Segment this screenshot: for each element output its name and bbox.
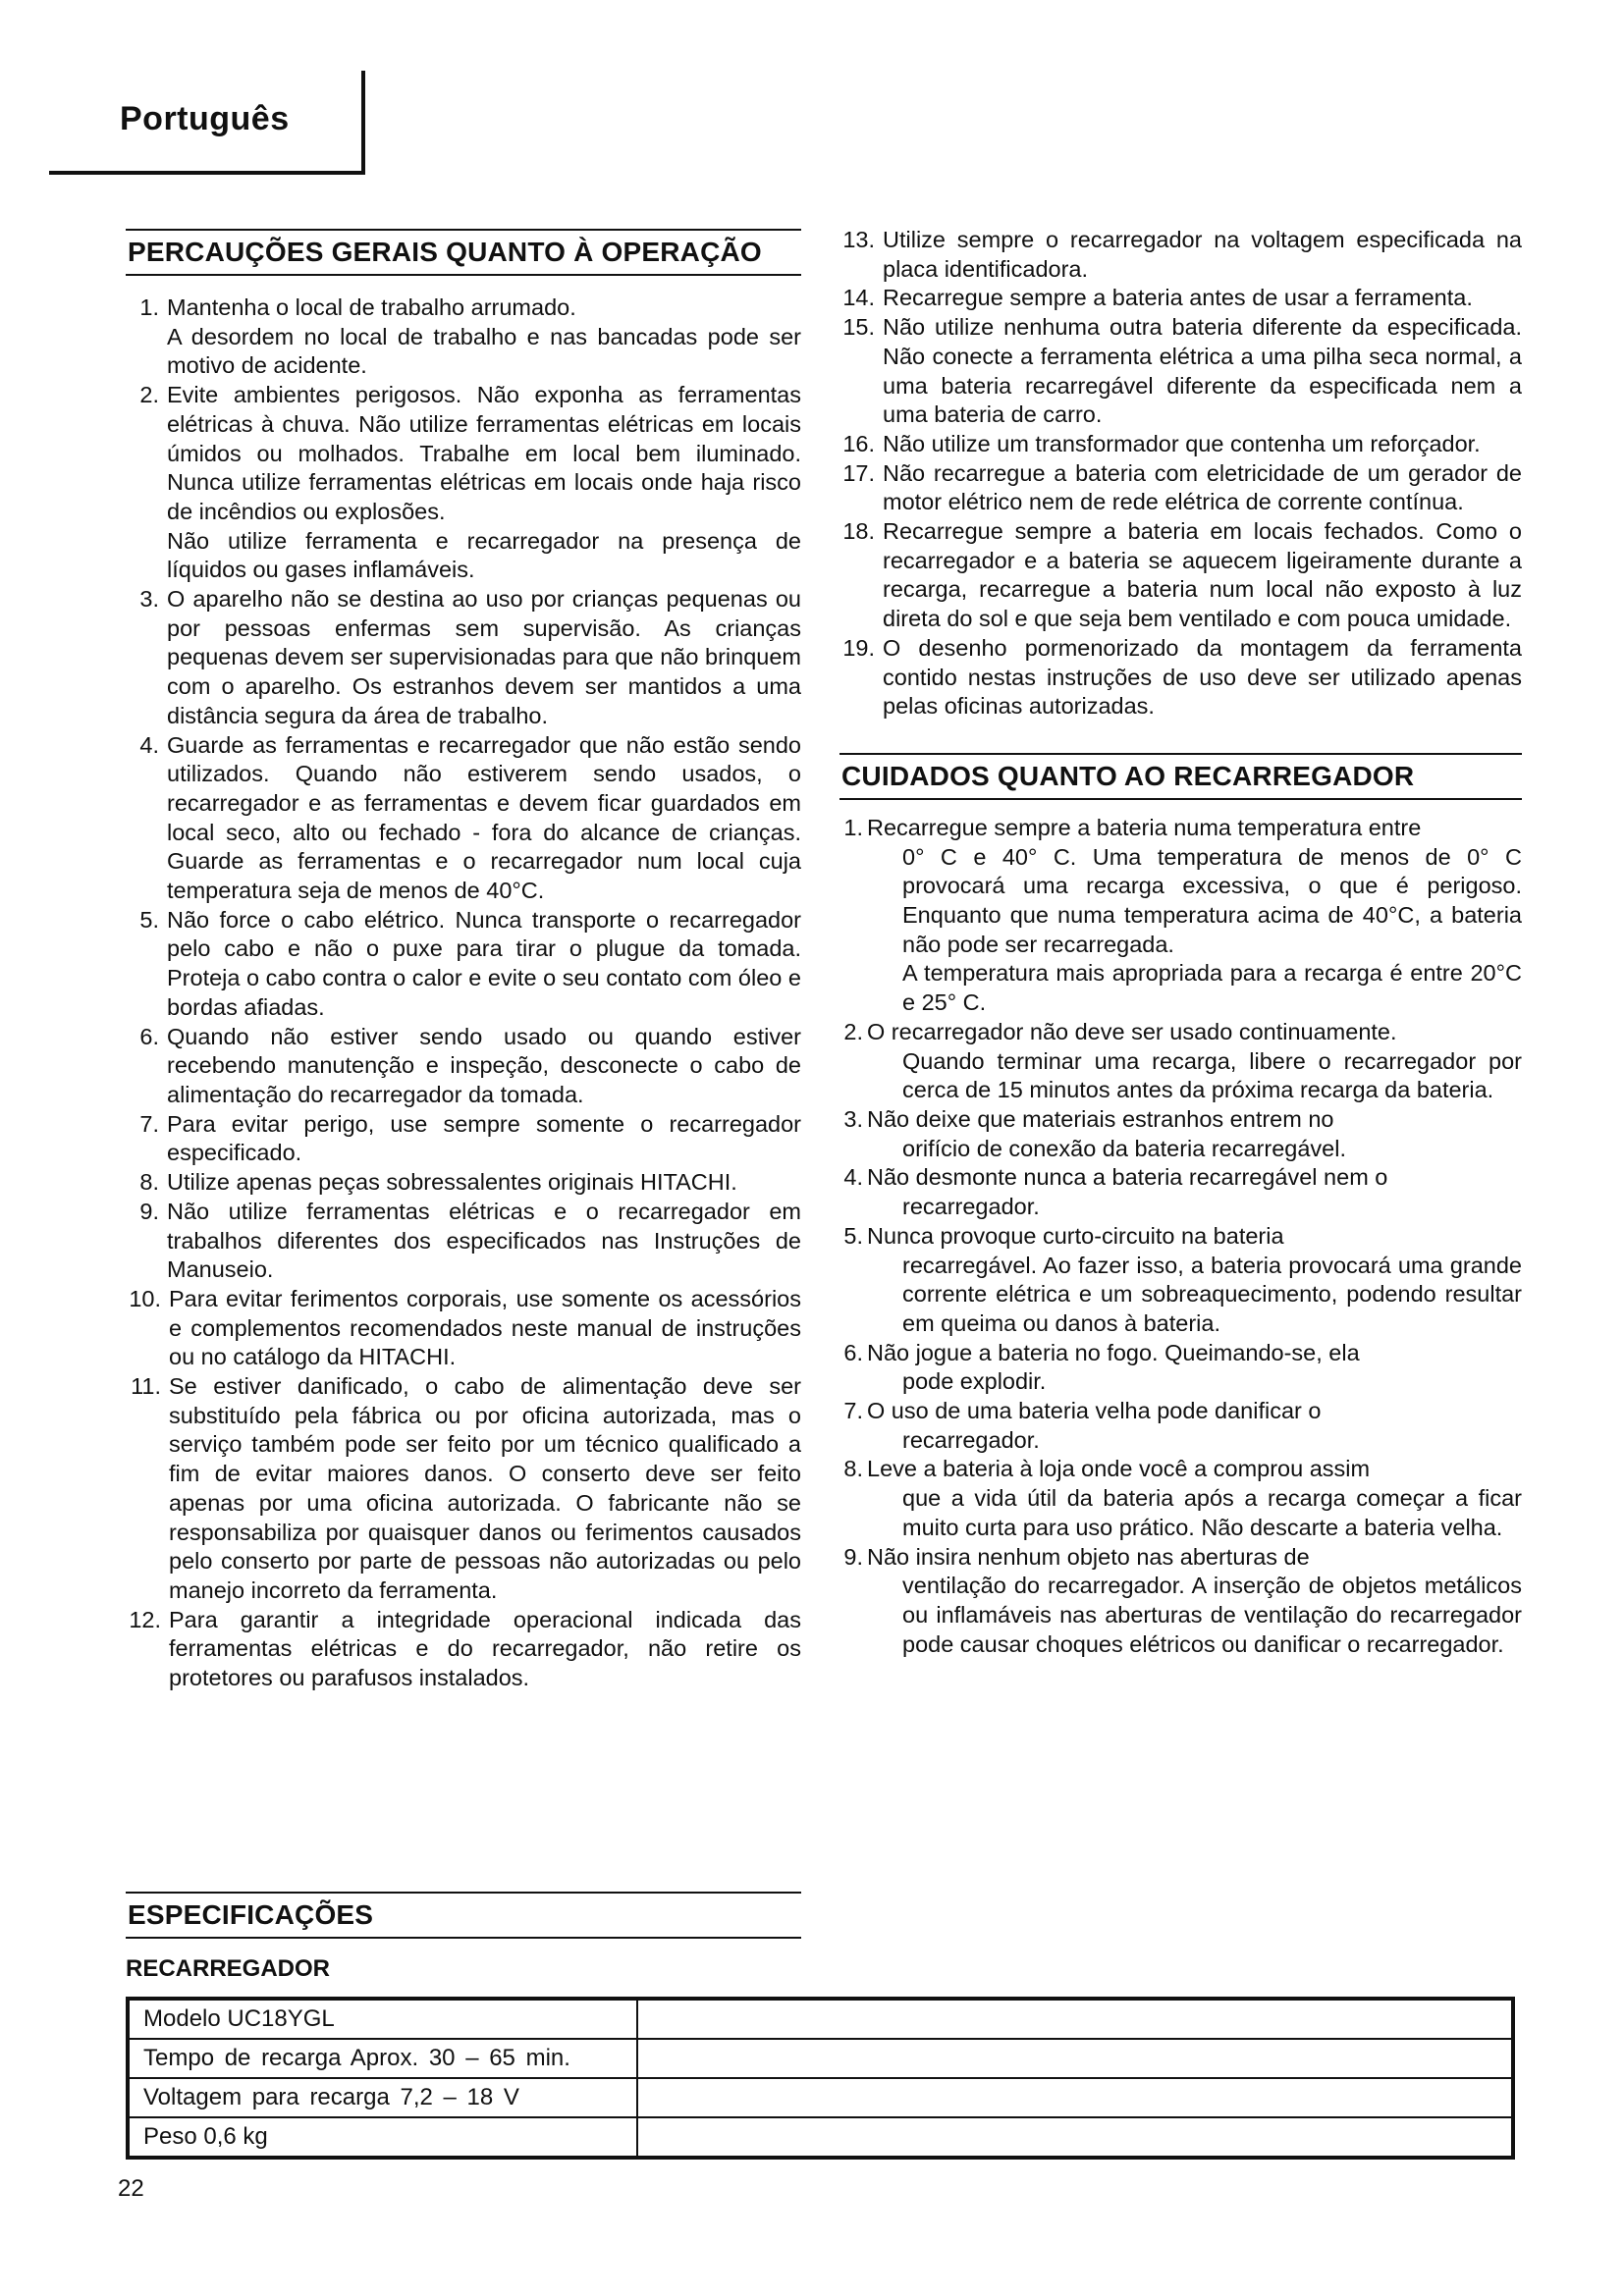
general-precautions-heading: PERCAUÇÕES GERAIS QUANTO À OPERAÇÃO bbox=[126, 229, 801, 276]
specifications-section bbox=[126, 1892, 801, 1939]
list-item: 6. Não jogue a bateria no fogo. Queimando-se, ela pode explodir. bbox=[843, 1339, 1360, 1395]
table-row bbox=[128, 1999, 1513, 2039]
right-column bbox=[839, 226, 1522, 1659]
list-item: 13. Utilize sempre o recarregador na voltagem especificada na placa identificadora. bbox=[842, 227, 1522, 282]
general-precautions-list-continued bbox=[839, 226, 1522, 721]
list-item: 6. Quando não estiver sendo usado ou quando estiver recebendo manutenção e inspeção, desconecte o cabo de alimentação do recarregador da tomada. bbox=[139, 1023, 801, 1107]
list-item: 12. Para garantir a integridade operacional indicada das ferramentas elétricas e do recarregador, não retire os protetores ou parafusos instalados. bbox=[129, 1606, 801, 1691]
list-item: 1. Mantenha o local de trabalho arrumado. A desordem no local de trabalho e nas bancadas pode ser motivo de acidente. bbox=[139, 294, 801, 379]
language-tab bbox=[49, 71, 365, 175]
list-item: 14. Recarregue sempre a bateria antes de usar a ferramenta. bbox=[842, 285, 1473, 311]
general-precautions-list bbox=[126, 294, 801, 1693]
list-item: 2. Evite ambientes perigosos. Não exponha as ferramentas elétricas à chuva. Não utilize ferramentas elétricas em locais úmidos ou molhados. Trabalhe em local bem iluminado. Nunca utilize ferramentas elétricas em locais onde haja risco de incêndios ou explosões. Não utilize ferramenta e recarregador na presença de líquidos ou gases inflamáveis. bbox=[139, 382, 801, 583]
list-item: 10. Para evitar ferimentos corporais, use somente os acessórios e complementos recomendados neste manual de instruções ou no catálogo da HITACHI. bbox=[129, 1285, 801, 1370]
list-item: 17. Não recarregue a bateria com eletricidade de um gerador de motor elétrico nem de rede elétrica de corrente contínua. bbox=[842, 459, 1522, 515]
list-item: 9. Não insira nenhum objeto nas aberturas de ventilação do recarregador. A inserção de objetos metálicos ou inflamáveis nas aberturas de ventilação do recarregador pode causar choques elétricos ou danificar o recarregador. bbox=[843, 1543, 1522, 1657]
list-item: 8. Utilize apenas peças sobressalentes originais HITACHI. bbox=[139, 1169, 737, 1196]
table-cell: Peso 0,6 kg bbox=[128, 2117, 637, 2158]
list-item: 7. O uso de uma bateria velha pode danificar o recarregador. bbox=[843, 1398, 1322, 1453]
table-cell bbox=[637, 2078, 1513, 2117]
language-label: Português bbox=[120, 100, 290, 137]
list-item: 7. Para evitar perigo, use sempre somente o recarregador especificado. bbox=[139, 1110, 801, 1166]
list-item: 19. O desenho pormenorizado da montagem da ferramenta contido nestas instruções de uso deve ser utilizado apenas pelas oficinas autorizadas. bbox=[842, 634, 1522, 720]
table-cell: Modelo UC18YGL bbox=[128, 1999, 637, 2039]
list-item: 16. Não utilize um transformador que contenha um reforçador. bbox=[842, 430, 1481, 456]
charger-care-heading: CUIDADOS QUANTO AO RECARREGADOR bbox=[839, 753, 1522, 800]
list-item: 18. Recarregue sempre a bateria em locais fechados. Como o recarregador e a bateria se aquecem ligeiramente durante a recarga, recarregue a bateria num local não exposto à luz direta do sol e que seja bem ventilado e com pouca umidade. bbox=[842, 518, 1522, 632]
charger-care-list bbox=[839, 814, 1522, 1659]
table-cell: Tempo de recarga Aprox. 30 – 65 min. bbox=[128, 2039, 637, 2078]
table-cell: Voltagem para recarga 7,2 – 18 V bbox=[128, 2078, 637, 2117]
list-item: 1. Recarregue sempre a bateria numa temperatura entre 0° C e 40° C. Uma temperatura de menos de 0° C provocará uma recarga excessiva, o que é perigoso. Enquanto que numa temperatura acima de 40°C, a bateria não pode ser recarregada. A temperatura mais apropriada para a recarga é entre 20°C e 25° C. bbox=[843, 814, 1522, 1016]
charger-subheading: RECARREGADOR bbox=[126, 1955, 331, 1982]
table-cell bbox=[637, 2117, 1513, 2158]
table-cell bbox=[637, 2039, 1513, 2078]
table-cell bbox=[637, 1999, 1513, 2039]
list-item: 5. Não force o cabo elétrico. Nunca transporte o recarregador pelo cabo e não o puxe para tirar o plugue da tomada. Proteja o cabo contra o calor e evite o seu contato com óleo e bordas afiadas. bbox=[139, 906, 801, 1020]
list-item: 3. Não deixe que materiais estranhos entrem no orifício de conexão da bateria recarregável. bbox=[843, 1105, 1346, 1161]
list-item: 15. Não utilize nenhuma outra bateria diferente da especificada. Não conecte a ferramenta elétrica a uma pilha seca normal, a uma bateria recarregável diferente da especificada nem a uma bateria de carro. bbox=[842, 314, 1522, 428]
list-item: 8. Leve a bateria à loja onde você a comprou assim que a vida útil da bateria após a recarga começar a ficar muito curta para uso prático. Não descarte a bateria velha. bbox=[843, 1456, 1522, 1540]
table-row bbox=[128, 2039, 1513, 2078]
list-item: 4. Não desmonte nunca a bateria recarregável nem o recarregador. bbox=[843, 1164, 1388, 1220]
list-item: 5. Nunca provoque curto-circuito na bateria recarregável. Ao fazer isso, a bateria provocará uma grande corrente elétrica e um sobreaquecimento, podendo resultar em queima ou danos à bateria. bbox=[843, 1222, 1522, 1336]
list-item: 9. Não utilize ferramentas elétricas e o recarregador em trabalhos diferentes dos especificados nas Instruções de Manuseio. bbox=[139, 1198, 801, 1283]
left-column bbox=[126, 229, 801, 1693]
specifications-table bbox=[126, 1997, 1515, 2160]
specifications-heading: ESPECIFICAÇÕES bbox=[126, 1892, 801, 1939]
table-row bbox=[128, 2117, 1513, 2158]
list-item: 2. O recarregador não deve ser usado continuamente. Quando terminar uma recarga, libere o recarregador por cerca de 15 minutos antes da próxima recarga da bateria. bbox=[843, 1018, 1522, 1103]
list-item: 4. Guarde as ferramentas e recarregador que não estão sendo utilizados. Quando não estiverem sendo usados, o recarregador e as ferramentas e devem ficar guardados em local seco, alto ou fechado - fora do alcance de crianças. Guarde as ferramentas e o recarregador num local cuja temperatura seja de menos de 40°C. bbox=[139, 731, 801, 904]
list-item: 11. Se estiver danificado, o cabo de alimentação deve ser substituído pela fábrica ou por oficina autorizada, mas o serviço também pode ser feito por um técnico qualificado a fim de evitar maiores danos. O conserto deve ser feito apenas por uma oficina autorizada. O fabricante não se responsabiliza por quaisquer danos ou ferimentos causados pelo conserto por parte de pessoas não autorizadas ou pelo manejo incorreto da ferramenta. bbox=[131, 1373, 801, 1603]
page-number: 22 bbox=[118, 2175, 144, 2202]
list-item: 3. O aparelho não se destina ao uso por crianças pequenas ou por pessoas enfermas sem supervisão. As crianças pequenas devem ser supervisionadas para que não brinquem com o aparelho. Os estranhos devem ser mantidos a uma distância segura da área de trabalho. bbox=[139, 586, 801, 728]
table-row bbox=[128, 2078, 1513, 2117]
